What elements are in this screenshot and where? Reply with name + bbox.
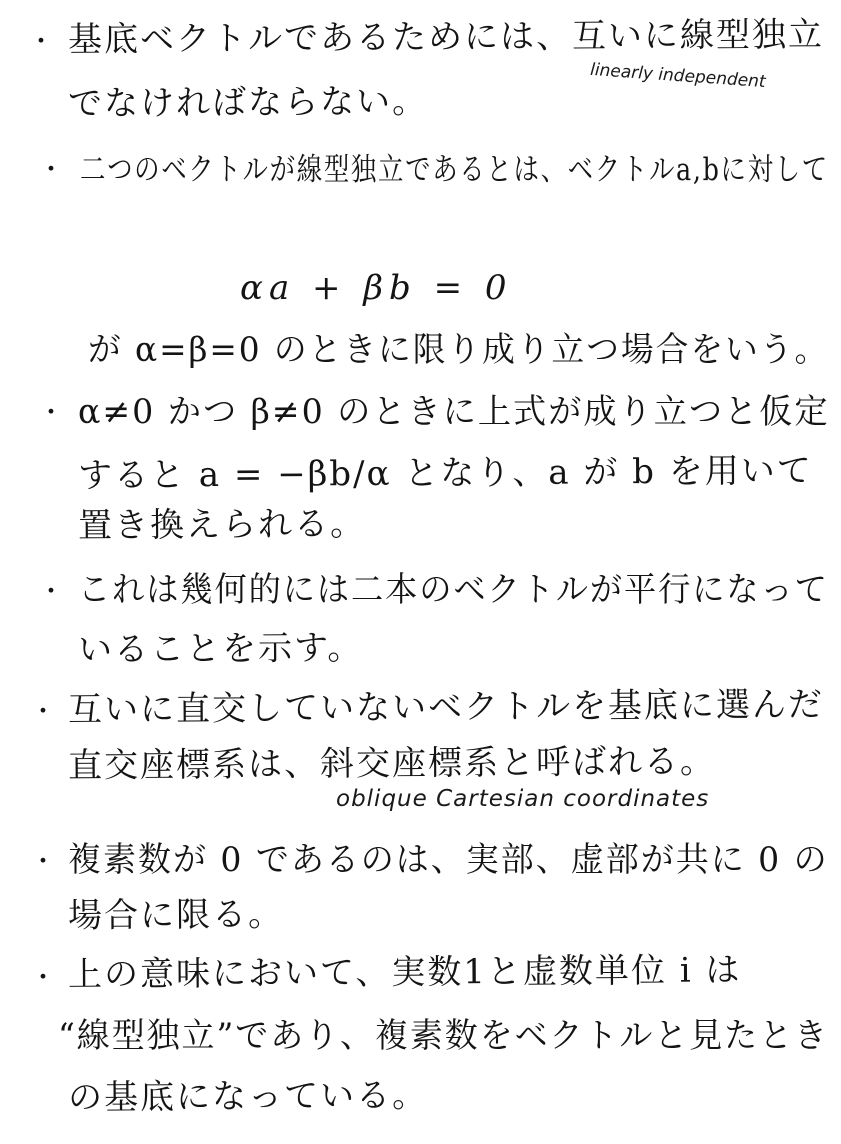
note-line-11: 直交座標系は、斜交座標系と呼ばれる。 — [67, 741, 717, 786]
note-line-1: 基底ベクトルであるためには、互いに線型独立 — [67, 14, 825, 60]
annotation-oblique-cartesian: oblique Cartesian coordinates — [336, 786, 710, 812]
note-line-12: 複素数が 0 であるのは、実部、虚部が共に 0 の — [68, 840, 829, 880]
bullet-6: ・ — [30, 847, 57, 877]
note-line-2: でなければならない。 — [67, 81, 429, 124]
note-line-10: 互いに直交していないベクトルを基底に選んだ — [67, 684, 825, 730]
bullet-2: ・ — [38, 155, 65, 185]
note-line-9: いることを示す。 — [77, 628, 364, 670]
note-line-4: が α=β=0 のときに限り成り立つ場合をいう。 — [88, 330, 830, 370]
bullet-7: ・ — [30, 963, 57, 993]
note-line-5: α≠0 かつ β≠0 のときに上式が成り立つと仮定 — [78, 392, 830, 432]
note-line-8: これは幾何的には二本のベクトルが平行になって — [78, 570, 829, 610]
bullet-1: ・ — [28, 27, 55, 57]
bullet-3: ・ — [38, 398, 65, 428]
note-line-15: “線型独立”であり、複素数をベクトルと見たとき — [58, 1016, 829, 1056]
note-line-16: の基底になっている。 — [67, 1075, 429, 1118]
bullet-4: ・ — [38, 577, 65, 607]
bullet-5: ・ — [30, 697, 57, 727]
note-line-3: 二つのベクトルが線型独立であるとは、ベクトルa,bに対して — [80, 152, 829, 188]
note-line-7: 置き換えられる。 — [77, 503, 367, 546]
annotation-linearly-independent: linearly independent — [589, 59, 767, 93]
note-line-13: 場合に限る。 — [67, 894, 285, 936]
note-line-14: 上の意味において、実数1と虚数単位 i は — [67, 950, 742, 995]
note-line-6: すると a = −βb/α となり、a が b を用いて — [77, 450, 813, 496]
formula-linear-combination: αa + βb = 0 — [240, 268, 513, 308]
